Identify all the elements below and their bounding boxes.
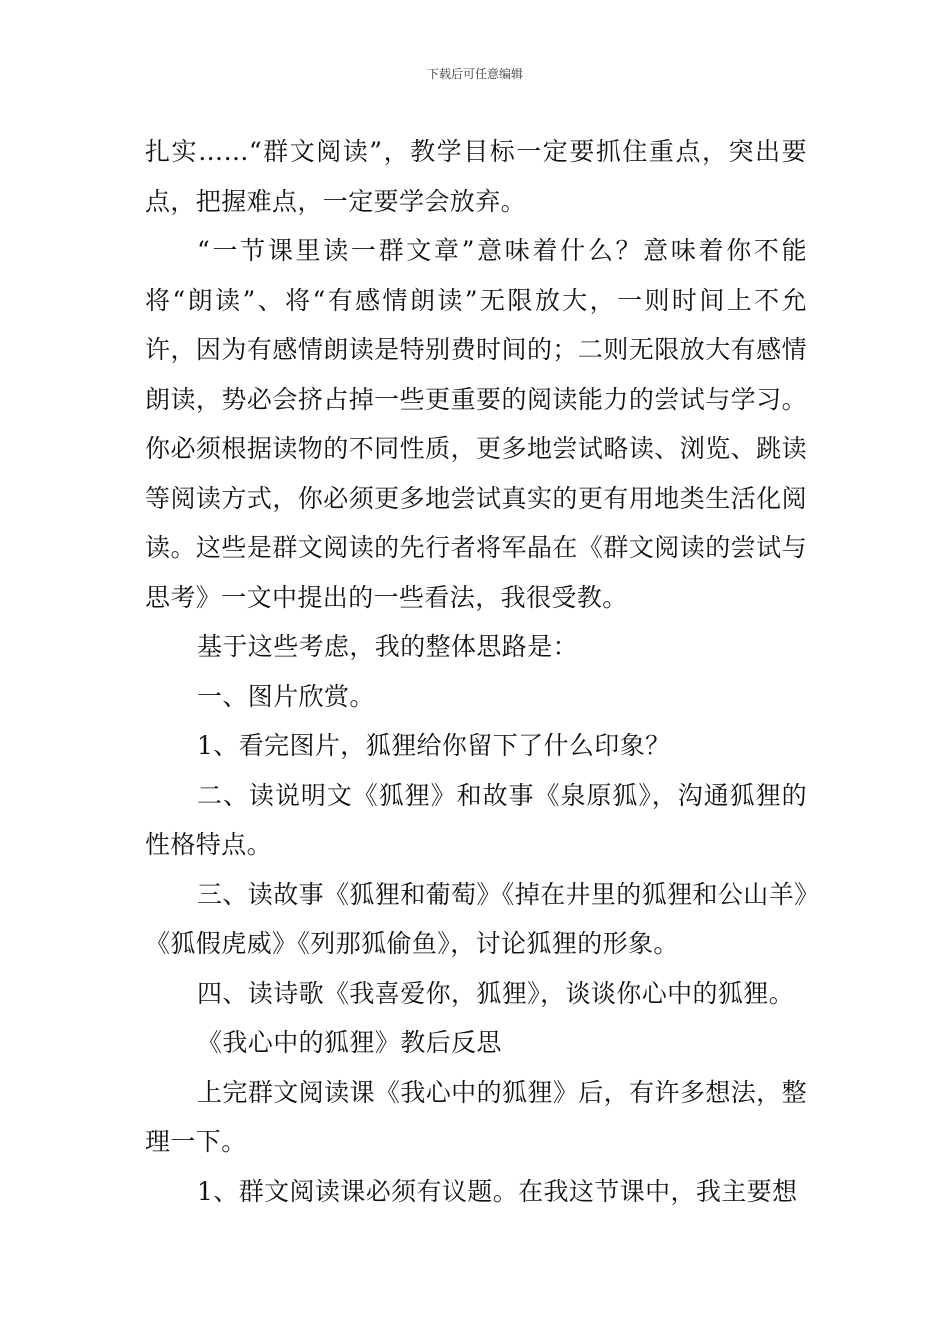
paragraph-6: 二、读说明文《狐狸》和故事《泉原狐》，沟通狐狸的性格特点。 xyxy=(145,780,807,859)
document-body xyxy=(145,127,807,1216)
paragraph-4: 一、图片欣赏。 xyxy=(197,681,375,711)
paragraph-10: 上完群文阅读课《我心中的狐狸》后，有许多想法，整理一下。 xyxy=(145,1077,807,1156)
paragraph-5: 1、看完图片，狐狸给你留下了什么印象？ xyxy=(197,731,671,760)
paragraph-1: 扎实……“群文阅读”，教学目标一定要抓住重点，突出要点，把握难点，一定要学会放弃。 xyxy=(145,137,807,216)
paragraph-8: 四、读诗歌《我喜爱你，狐狸》，谈谈你心中的狐狸。 xyxy=(197,978,795,1008)
paragraph-2: “一节课里读一群文章”意味着什么？意味着你不能将“朗读”、将“有感情朗读”无限放大，一则时间上不允许，因为有感情朗读是特别费时间的；二则无限放大有感情朗读，势必会挤占掉一些更重要的阅读能力的尝试与学习。你必须根据读物的不同性质，更多地尝试略读、浏览、跳读等阅读方式，你必须更多地尝试真实的更有用地类生活化阅读。这些是群文阅读的先行者将军晶在《群文阅读的尝试与思考》一文中提出的一些看法，我很受教。 xyxy=(145,236,807,612)
paragraph-3: 基于这些考虑，我的整体思路是： xyxy=(197,632,579,661)
paragraph-7: 三、读故事《狐狸和葡萄》《掉在井里的狐狸和公山羊》《狐假虎威》《列那狐偷鱼》，讨论狐狸的形象。 xyxy=(145,879,808,958)
paragraph-11: 1、群文阅读课必须有议题。在我这节课中，我主要想 xyxy=(197,1176,798,1206)
paragraph-9: 《我心中的狐狸》教后反思 xyxy=(197,1028,502,1057)
page-header-note: 下载后可任意编辑 xyxy=(426,67,523,81)
